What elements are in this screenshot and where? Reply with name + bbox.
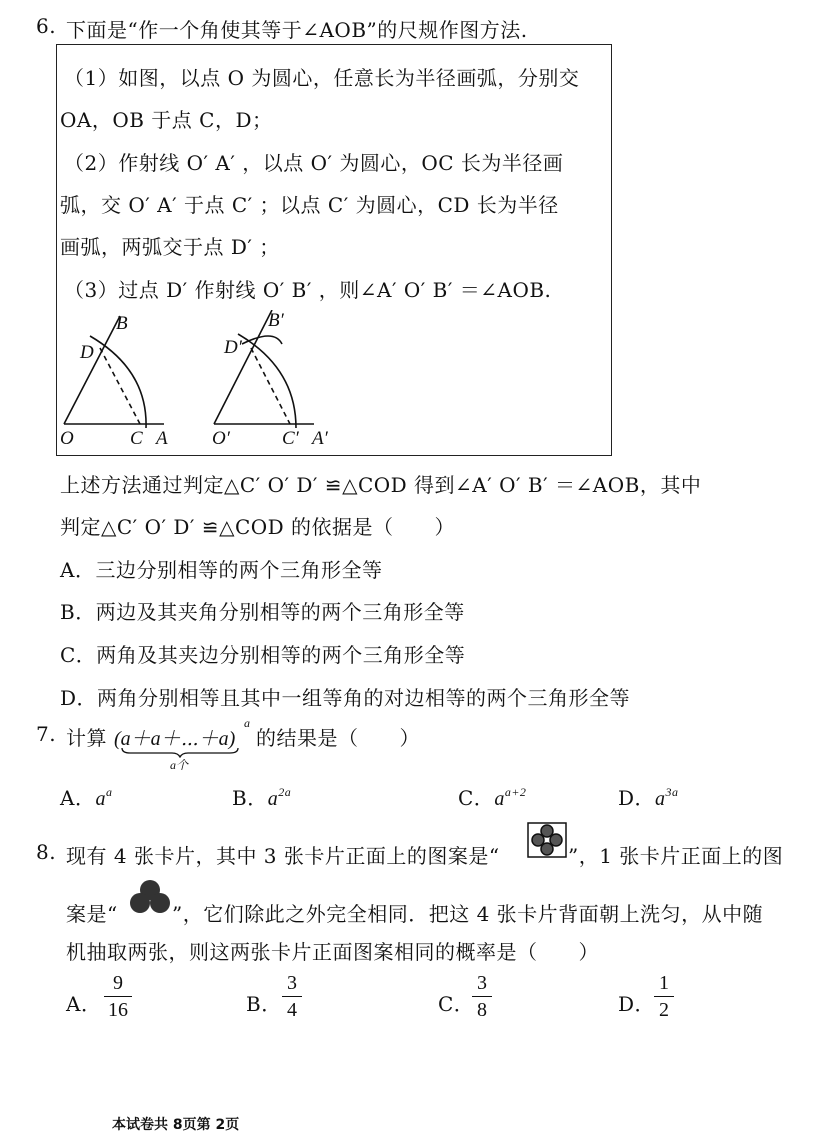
label-b-prime: B′ xyxy=(268,310,284,331)
q7-option-d: D．$a^{3a}$ xyxy=(618,785,679,810)
q8-line-3: 机抽取两张，则这两张卡片正面图案相同的概率是（ ） xyxy=(66,940,599,964)
q7-option-a: A．$a^a$ xyxy=(60,785,113,810)
ray-ob xyxy=(64,316,120,424)
label-a: A xyxy=(156,428,168,449)
label-o-prime: O′ xyxy=(212,428,230,449)
q6-step-line-3: （2）作射线 O′ A′ ，以点 O′ 为圆心，OC 长为半径画 xyxy=(64,151,564,175)
q8-line-1b: ”，1 张卡片正面上的图 xyxy=(568,844,784,868)
q6-step-line-1: （1）如图，以点 O 为圆心，任意长为半径画弧，分别交 xyxy=(64,66,580,90)
q7-number: 7. xyxy=(36,722,57,746)
label-c: C xyxy=(130,428,143,449)
q6-step-line-4: 弧，交 O′ A′ 于点 C′ ；以点 C′ 为圆心，CD 长为半径 xyxy=(60,193,559,217)
q8-option-c-letter: C． xyxy=(438,992,475,1016)
q6-step-line-5: 画弧，两弧交于点 D′ ； xyxy=(60,235,280,259)
q8-option-a-fraction: 9 16 xyxy=(104,972,132,1021)
label-c-prime: C′ xyxy=(282,428,299,449)
q6-number: 6. xyxy=(36,14,57,38)
three-circle-card-icon xyxy=(128,878,172,916)
q8-option-d-fraction: 1 2 xyxy=(654,972,674,1021)
q7-suffix: 的结果是（ ） xyxy=(256,726,420,750)
q6-question-line-1: 上述方法通过判定△C′ O′ D′ ≌△COD 得到∠A′ O′ B′ ＝∠AOB，其中 xyxy=(60,473,702,497)
q8-option-d-letter: D． xyxy=(618,992,656,1016)
label-d-prime: D′ xyxy=(224,337,242,358)
q7-brace-label: a个 xyxy=(170,758,189,772)
q7-expression: (a＋a＋⋯＋a) xyxy=(114,728,236,750)
q6-stem: 下面是“作一个角使其等于∠AOB”的尺规作图方法. xyxy=(66,18,528,42)
page-footer: 本试卷共 8页第 2页 xyxy=(112,1117,240,1133)
q6-option-d: D．两角分别相等且其中一组等角的对边相等的两个三角形全等 xyxy=(60,686,631,710)
q6-option-c: C．两角及其夹边分别相等的两个三角形全等 xyxy=(60,643,466,667)
q8-option-b-fraction: 3 4 xyxy=(282,972,302,1021)
q7-option-b: B．$a^{2a}$ xyxy=(232,785,292,810)
q8-option-b-letter: B． xyxy=(246,992,282,1016)
q8-line-2a: 案是“ xyxy=(66,902,118,926)
q6-option-a: A．三边分别相等的两个三角形全等 xyxy=(60,558,383,582)
q8-option-a-letter: A． xyxy=(66,992,102,1016)
q8-option-c-fraction: 3 8 xyxy=(472,972,492,1021)
q6-step-line-2: OA，OB 于点 C，D； xyxy=(60,108,273,132)
q8-line-2b: ”，它们除此之外完全相同．把这 4 张卡片背面朝上洗匀，从中随 xyxy=(172,902,764,926)
label-b: B xyxy=(116,313,128,334)
q8-line-1a: 现有 4 张卡片，其中 3 张卡片正面上的图案是“ xyxy=(66,844,500,868)
q6-option-b: B．两边及其夹角分别相等的两个三角形全等 xyxy=(60,600,465,624)
q6-question-line-2: 判定△C′ O′ D′ ≌△COD 的依据是（ ） xyxy=(60,515,456,539)
label-o: O xyxy=(60,428,74,449)
four-circle-card-icon xyxy=(527,822,567,858)
q7-exponent: a xyxy=(244,716,250,730)
q8-number: 8. xyxy=(36,840,57,864)
arc-c-prime-d-prime xyxy=(238,334,296,428)
q7-prefix: 计算 xyxy=(66,726,107,750)
q7-option-c: C．$a^{a+2}$ xyxy=(458,785,527,810)
q6-step-line-6: （3）过点 D′ 作射线 O′ B′ ，则∠A′ O′ B′ ＝∠AOB. xyxy=(64,278,552,302)
label-a-prime: A′ xyxy=(312,428,328,449)
label-d: D xyxy=(80,342,94,363)
ray-o-prime-b-prime xyxy=(214,310,272,424)
